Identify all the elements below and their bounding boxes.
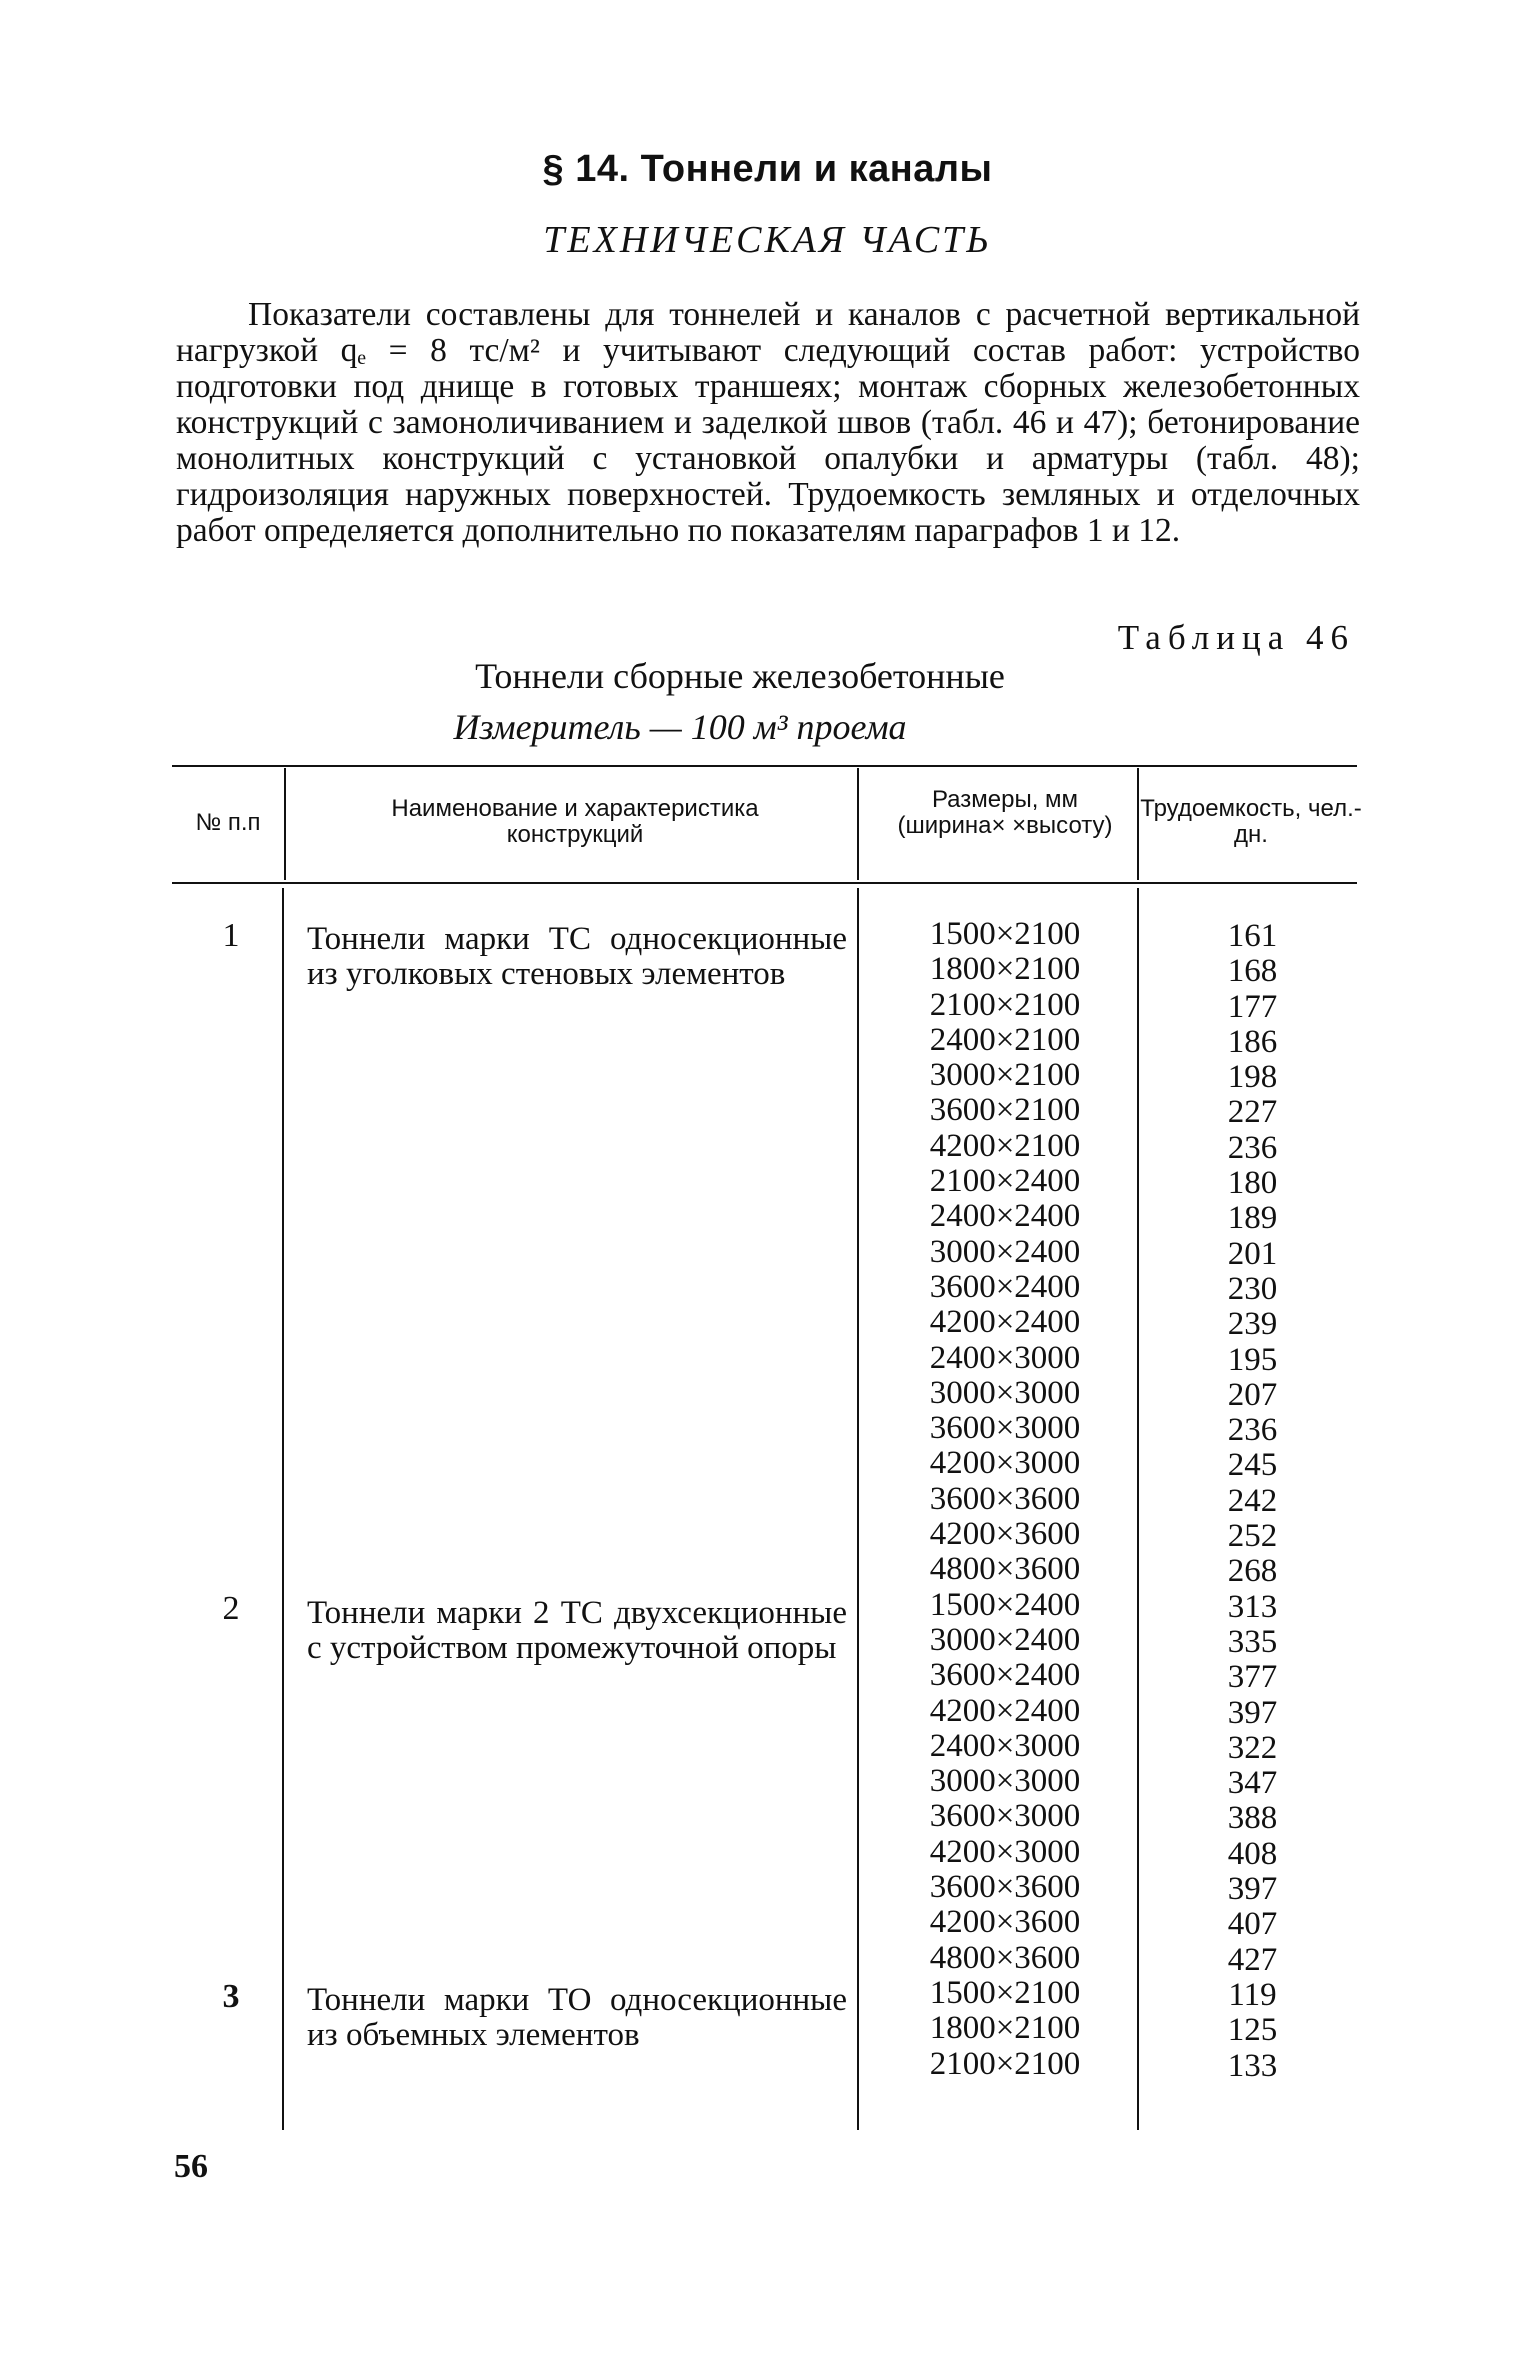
labor-cell: 227 [1227,1094,1278,1131]
dimension-cell: 4200×3600 [929,1904,1081,1941]
dimension-cell: 2100×2400 [929,1163,1081,1200]
dimension-cell: 3600×3600 [929,1480,1081,1517]
header-divider-3 [1137,768,1139,880]
dimension-cell: 3600×3600 [929,1869,1081,1906]
group-1-name: Тоннели марки ТС односекционные из уголковых стеновых элементов [307,921,847,992]
dimension-cell: 3000×2400 [929,1621,1081,1658]
labor-cell: 177 [1227,988,1278,1025]
section-heading: § 14. Тоннели и каналы [542,148,993,190]
section-subheading: ТЕХНИЧЕСКАЯ ЧАСТЬ [543,219,992,261]
labor-cell: 133 [1227,2047,1278,2084]
labor-cell: 230 [1227,1270,1278,1307]
dimension-cell: 1500×2100 [929,916,1081,952]
dimension-cell: 3000×2400 [929,1233,1081,1270]
labor-cell: 125 [1227,2012,1278,2049]
body-divider-1 [282,888,284,2130]
table-number: Таблица 46 [1117,618,1355,657]
group-2-number: 2 [222,1590,240,1627]
labor-cell: 207 [1227,1376,1278,1413]
dimension-cell: 3600×2100 [929,1092,1081,1129]
dimension-cell: 4800×3600 [929,1939,1081,1976]
dimension-cell: 4800×3600 [929,1551,1081,1588]
dimension-cell: 2400×3000 [929,1727,1081,1764]
header-num: № п.п [195,809,261,836]
dimension-cell: 3000×3000 [929,1763,1081,1800]
labor-cell: 313 [1227,1588,1278,1625]
labor-cell: 268 [1227,1553,1278,1590]
labor-cell: 186 [1227,1023,1278,1060]
labor-cell: 252 [1227,1518,1278,1555]
labor-cell: 119 [1228,1976,1277,2013]
table-top-rule [172,765,1357,767]
dimensions-column [860,917,1150,2082]
dimension-cell: 3600×3000 [929,1410,1081,1447]
labor-cell: 377 [1227,1659,1278,1696]
dimension-cell: 2400×2400 [929,1198,1081,1235]
labor-cell: 168 [1227,953,1278,990]
dimension-cell: 1800×2100 [929,951,1081,988]
dimension-cell: 2400×3000 [929,1339,1081,1376]
dimension-cell: 1500×2400 [929,1586,1081,1623]
dimension-cell: 4200×2400 [929,1304,1081,1341]
table-unit: Измеритель — 100 м³ проема [453,707,907,747]
header-divider-1 [284,768,286,880]
body-divider-2 [857,888,859,2130]
labor-cell: 189 [1227,1200,1278,1237]
labor-column [1140,919,1365,2084]
labor-cell: 397 [1227,1871,1278,1908]
labor-cell: 427 [1227,1941,1278,1978]
labor-cell: 335 [1227,1623,1278,1660]
labor-cell: 201 [1227,1235,1278,1272]
labor-cell: 236 [1227,1129,1278,1166]
dimension-cell: 4200×3600 [929,1516,1081,1553]
header-name: Наименование и характеристика конструкций [391,795,759,848]
dimension-cell: 3000×3000 [929,1374,1081,1411]
labor-cell: 242 [1227,1482,1278,1519]
dimension-cell: 3600×3000 [929,1798,1081,1835]
labor-cell: 236 [1227,1412,1278,1449]
labor-cell: 161 [1227,918,1278,954]
dimension-cell: 4200×3000 [929,1445,1081,1482]
dimension-cell: 2400×2100 [929,1021,1081,1058]
dimension-cell: 3000×2100 [929,1057,1081,1094]
dimension-cell: 1500×2100 [929,1974,1081,2011]
labor-cell: 408 [1227,1835,1278,1872]
page-number: 56 [174,2148,208,2185]
group-2-name: Тоннели марки 2 ТС двухсекционные с устройством промежуточной опоры [307,1595,847,1666]
group-1-number: 1 [222,917,240,954]
labor-cell: 195 [1227,1341,1278,1378]
dimension-cell: 3600×2400 [929,1268,1081,1305]
dimension-cell: 3600×2400 [929,1657,1081,1694]
labor-cell: 407 [1227,1906,1278,1943]
dimension-cell: 4200×2400 [929,1692,1081,1729]
header-labor: Трудоемкость, чел.-дн. [1140,795,1362,848]
labor-cell: 245 [1227,1447,1278,1484]
header-divider-2 [857,768,859,880]
table-title: Тоннели сборные железобетонные [475,656,1005,696]
labor-cell: 180 [1227,1165,1278,1202]
group-3-number: 3 [222,1978,240,2015]
intro-paragraph: Показатели составлены для тоннелей и каналов с расчетной вертикальной нагрузкой qₑ = 8 тс/м² и учитывают следующий состав работ: устройство подготовки под днище в готовых траншеях; монтаж сборных железобетонных конструкций с замоноличиванием и заделкой швов (табл. 46 и 47); бетонирование монолитных конструкций с установкой опалубки и арматуры (табл. 48); гидроизоляция наружных поверхностей. Трудоемкость земляных и отделочных работ определяется дополнительно по показателям параграфов 1 и 12. [176,296,1360,549]
header-dims: Размеры, мм (ширина× ×высоту) [897,786,1113,839]
labor-cell: 239 [1227,1306,1278,1343]
labor-cell: 322 [1227,1729,1278,1766]
dimension-cell: 2100×2100 [929,986,1081,1023]
table-header-rule [172,882,1357,884]
group-3-name: Тоннели марки ТО односекционные из объемных элементов [307,1982,847,2053]
dimension-cell: 1800×2100 [929,2010,1081,2047]
labor-cell: 397 [1227,1694,1278,1731]
labor-cell: 198 [1227,1059,1278,1096]
labor-cell: 347 [1227,1765,1278,1802]
dimension-cell: 2100×2100 [929,2045,1081,2082]
dimension-cell: 4200×3000 [929,1833,1081,1870]
dimension-cell: 4200×2100 [929,1127,1081,1164]
labor-cell: 388 [1227,1800,1278,1837]
